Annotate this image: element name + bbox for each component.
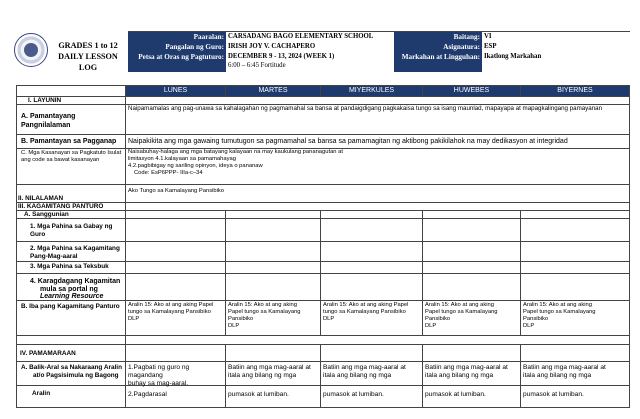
day-header-biyernes: BIYERNES: [521, 86, 629, 96]
grid-line: [422, 210, 423, 335]
cell-line: itala ang bilang ng mga: [523, 372, 592, 379]
iba-cell-martes: [228, 302, 319, 330]
nilalaman-text: Ako Tungo sa Kamalayang Pansibiko: [128, 188, 225, 194]
cell-line: itala ang bilang ng mga: [425, 372, 494, 379]
balik-cell-huwebes: [425, 364, 519, 380]
cell-line: Papel tungo sa Kamalayang: [228, 309, 301, 315]
grid-line: [16, 241, 630, 242]
title-line-1: GRADES 1 to 12: [58, 41, 118, 50]
kagamitang-pang-mag-aaral-label: 2. Mga Pahina sa Kagamitang Pang-Mag-aaral: [30, 245, 120, 260]
cell-line: DLP: [523, 323, 535, 329]
grid-line: [16, 261, 630, 262]
markahan-label: Markahan at Lingguhan:: [394, 52, 482, 72]
grid-line: [16, 134, 630, 135]
cell-line: Papel tungo sa Kamalayang: [523, 309, 596, 315]
cell-line: Aralin 15: Ako at ang aking: [228, 302, 297, 308]
grid-line: [16, 273, 630, 274]
guro-value: IRISH JOY V. CACHAPERO: [228, 43, 316, 50]
pamantayang-pangnilalaman-text: Naipamamalas ang pag-unawa sa kahalagahan ng pagmamahal sa bansa at pandaigdigang pagkakaisa tungo sa isang maunlad, mapayapa at mapagkalingang pamayanan: [128, 105, 603, 112]
paaralan-value: CARSADANG BAGO ELEMENTARY SCHOOL: [228, 33, 374, 40]
cell-line: tungo sa Kamalayang Pansibiko: [323, 309, 406, 315]
grid-line: [629, 85, 630, 407]
cell-line: Pansibiko: [523, 316, 549, 322]
kagamitang-panturo-label: III. KAGAMITANG PANTURO: [18, 203, 104, 210]
cell-line: Pansibiko: [228, 316, 254, 322]
nilalaman-label: II. NILALAMAN: [18, 195, 64, 202]
petsa-label: Petsa at Oras ng Pagtuturo:: [128, 52, 226, 72]
grid-line: [422, 344, 423, 407]
grid-line: [320, 210, 321, 335]
grid-line: [16, 361, 630, 362]
grid-line: [520, 210, 521, 335]
grid-line: [16, 407, 630, 408]
baitang-label: Baitang:: [394, 32, 482, 42]
iba-cell-biyernes: [523, 302, 628, 330]
balik-line: at/o Pagsisimula ng Bagong: [33, 372, 119, 379]
cell-line: Pansibiko: [425, 316, 451, 322]
learning-resource-label: [30, 278, 124, 301]
cell-line: itala ang bilang ng mga: [228, 372, 297, 379]
iba-cell-huwebes: [425, 302, 519, 330]
paaralan-label: Paaralan:: [128, 32, 226, 42]
aralin-cell-martes: pumasok at lumiban.: [228, 391, 289, 398]
balik-cell-miyerkules: [323, 364, 421, 380]
cell-line: Batiin ang mga mag-aaral at: [228, 364, 311, 371]
grid-line: [125, 85, 126, 407]
pamantayan-pagganap-text: Naipakikita ang mga gawaing tumutugon sa pagmamahal sa bansa sa pamamagitan ng aktibong pakikilahok na may dedikasyon at integridad: [128, 138, 568, 145]
iba-pang-kagamitan-label: B. Iba pang Kagamitang Panturo: [21, 303, 120, 310]
day-header-martes: MARTES: [226, 86, 320, 96]
cell-line: itala ang bilang ng mga: [323, 372, 392, 379]
lr-line: Learning Resource: [40, 293, 104, 300]
aralin-cell-lunes: 2.Pagdarasal: [128, 391, 167, 398]
balik-aral-label: [21, 364, 124, 380]
pamamaraan-label: IV. PAMAMARAAN: [20, 350, 76, 357]
day-header-huwebes: HUWEBES: [423, 86, 520, 96]
kasanayan-label: C. Mga Kasanayan sa Pagkatuto Isulat ang code sa bawat kasanayan: [21, 150, 122, 163]
oras-value: 6:00 – 6:45 Fortitude: [228, 62, 286, 69]
cell-line: Batiin ang mga mag-aaral at: [425, 364, 508, 371]
aralin-cell-miyerkules: pumasok at lumiban.: [323, 391, 384, 398]
balik-line: A. Balik-Aral sa Nakaraang Aralin: [21, 364, 122, 371]
cell-line: DLP: [128, 316, 140, 322]
grid-line: [16, 385, 630, 386]
cell-line: DLP: [425, 323, 437, 329]
pamantayang-pangnilalaman-label: A. Pamantayang Pangnilalaman: [21, 113, 76, 129]
page-title: [52, 40, 124, 73]
grid-line: [225, 210, 226, 335]
cell-line: DLP: [323, 316, 335, 322]
seal-emblem: [24, 43, 38, 57]
aralin-cell-biyernes: pumasok at lumiban.: [523, 391, 584, 398]
iba-cell-lunes: [128, 302, 224, 323]
balik-cell-lunes: [128, 364, 224, 388]
grid-line: [16, 335, 630, 336]
teksbuk-label: 3. Mga Pahina sa Teksbuk: [30, 263, 109, 270]
balik-cell-martes: [228, 364, 319, 380]
cell-line: Aralin 15: Ako at ang aking: [523, 302, 592, 308]
lr-line: mula sa portal ng: [40, 285, 98, 293]
kasanayan-text: [128, 149, 428, 177]
cell-line: DLP: [228, 323, 240, 329]
sanggunian-label: A. Sanggunian: [24, 211, 69, 218]
gabay-guro-label: 1. Mga Pahina sa Gabay ng Guro: [30, 223, 113, 238]
grid-line: [320, 344, 321, 407]
kasanayan-line: 4.2.pagbibigay ng sariling opinyon, ideya o pananaw: [128, 163, 263, 169]
pamantayan-pagganap-label: B. Pamantayan sa Pagganap: [21, 138, 117, 145]
cell-line: Batiin ang mga mag-aaral at: [323, 364, 406, 371]
title-line-2: DAILY LESSON LOG: [58, 52, 118, 72]
lr-line: 4. Karagdagang Kagamitan: [30, 278, 121, 285]
aralin-cell-huwebes: pumasok at lumiban.: [425, 391, 486, 398]
markahan-value: Ikatlong Markahan: [484, 53, 542, 60]
layunin-label: I. LAYUNIN: [28, 97, 62, 104]
cell-line: Aralin 15: Ako at ang aking Papel: [323, 302, 409, 308]
kasanayan-line: limitasyon 4.1.kalayaan sa pamamahayag: [128, 156, 236, 162]
kasanayan-line: Naisabuhay-halaga ang mga batayang kalayaan na may kaukulang pananagutan at: [128, 149, 343, 155]
grid-line: [16, 344, 630, 345]
aralin-label: Aralin: [32, 390, 51, 397]
cell-line: Aralin 15: Ako at ang aking Papel: [128, 302, 214, 308]
grid-line: [16, 184, 630, 185]
grid-line: [225, 344, 226, 407]
cell-line: 1.Pagbati ng guro ng magandang: [128, 364, 190, 379]
kasanayan-code: Code: EsP6PPP- IIIa-c–34: [134, 170, 203, 176]
cell-line: Batiin ang mga mag-aaral at: [523, 364, 606, 371]
iba-cell-miyerkules: [323, 302, 421, 323]
day-header-miyerkules: MIYERKULES: [321, 86, 422, 96]
guro-label: Pangalan ng Guro:: [128, 42, 226, 52]
baitang-value: VI: [484, 33, 492, 40]
cell-line: tungo sa Kamalayang Pansibiko: [128, 309, 211, 315]
petsa-value: DECEMBER 9 - 13, 2024 (WEEK 1): [228, 53, 335, 60]
grid-line: [16, 85, 17, 407]
asignatura-label: Asignatura:: [394, 42, 482, 52]
cell-line: buhay sa mag-aaral.: [128, 380, 189, 387]
cell-line: Papel tungo sa Kamalayang: [425, 309, 498, 315]
balik-cell-biyernes: [523, 364, 628, 380]
day-header-lunes: LUNES: [126, 86, 225, 96]
grid-line: [520, 344, 521, 407]
asignatura-value: ESP: [484, 43, 497, 50]
cell-line: Aralin 15: Ako at ang aking: [425, 302, 494, 308]
